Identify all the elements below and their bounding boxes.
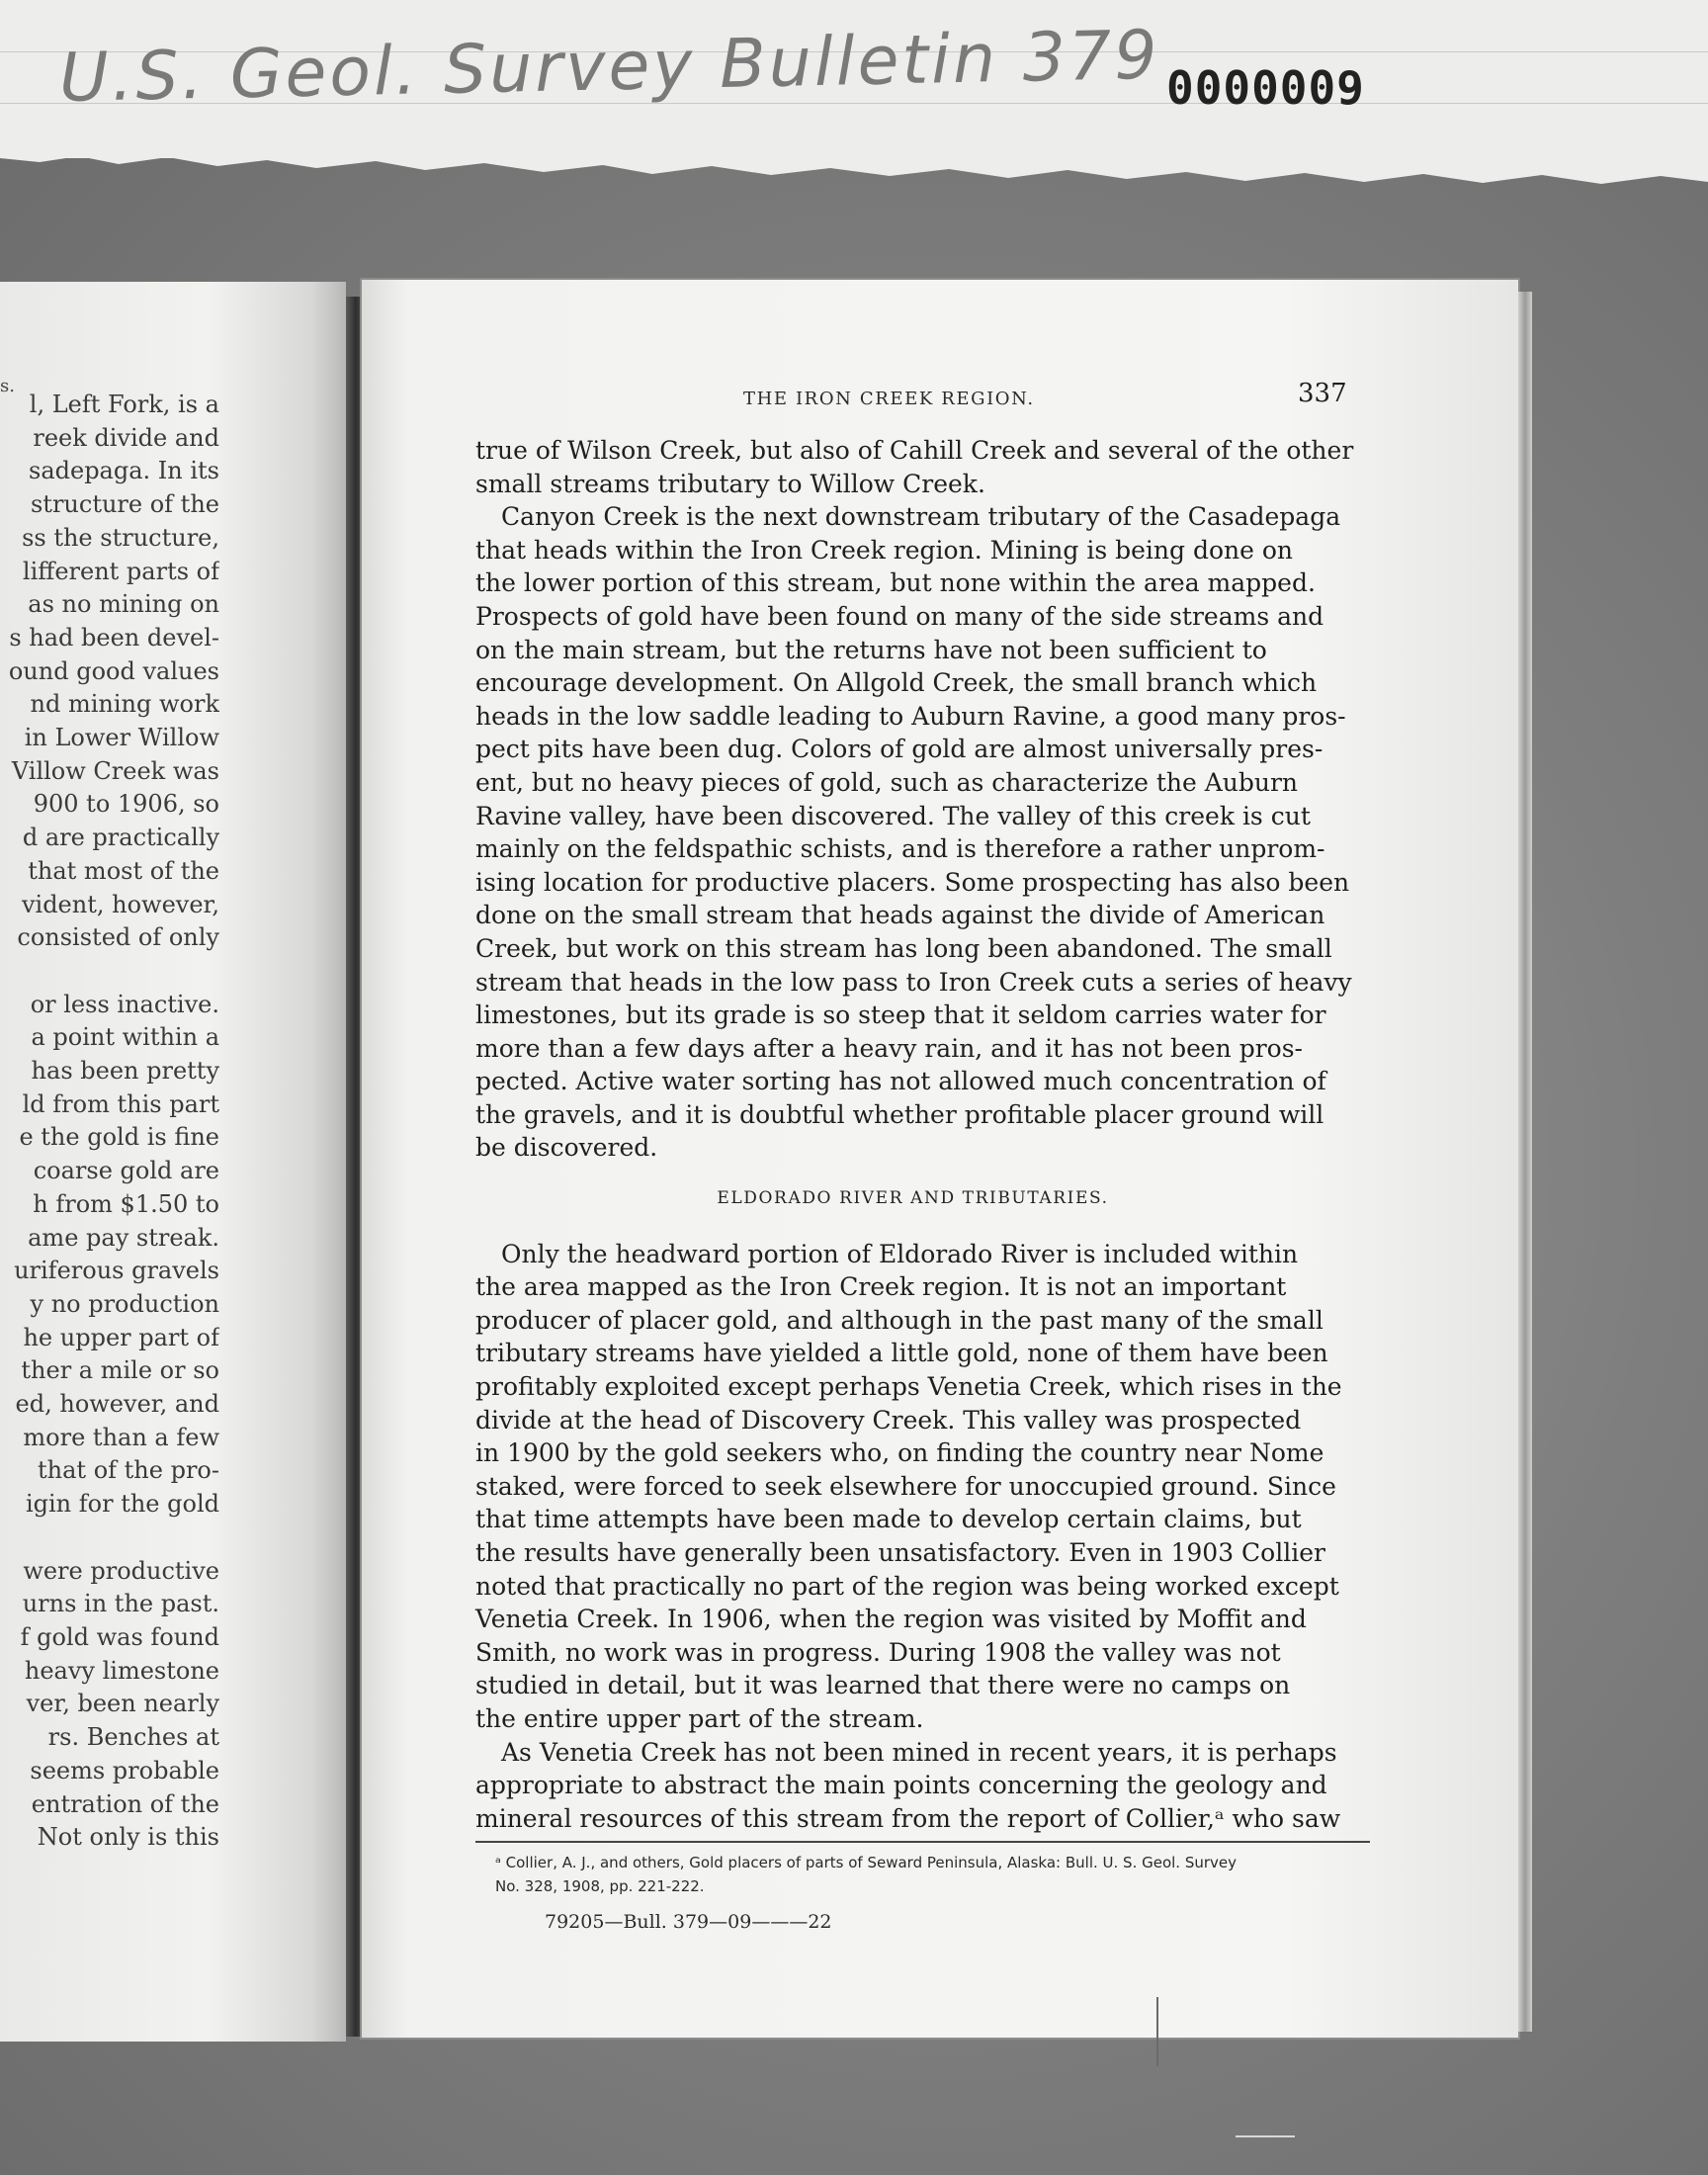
- text-line: done on the small stream that heads against the divide of American: [475, 901, 1325, 930]
- left-page-line: as no mining on: [28, 590, 219, 619]
- scan-mark: [1156, 1997, 1158, 2066]
- left-page-line: Villow Creek was: [11, 756, 219, 785]
- text-line: limestones, but its grade is so steep that it seldom carries water for: [475, 1000, 1326, 1030]
- left-page-line: y no production: [30, 1289, 219, 1318]
- text-line: small streams tributary to Willow Creek.: [475, 469, 985, 498]
- left-page-text: [0, 389, 219, 1855]
- text-line: producer of placer gold, and although in the past many of the small: [475, 1305, 1324, 1335]
- text-line: the entire upper part of the stream.: [475, 1703, 924, 1733]
- text-line: be discovered.: [475, 1133, 658, 1163]
- left-page-line: were productive: [23, 1556, 219, 1585]
- text-line: Canyon Creek is the next downstream tributary of the Casadepaga: [501, 502, 1341, 532]
- paragraph: [475, 434, 1354, 500]
- document-page: [362, 280, 1518, 2038]
- footnote-line: No. 328, 1908, pp. 221-222.: [495, 1877, 705, 1896]
- paragraph: [475, 1736, 1350, 1836]
- text-line: As Venetia Creek has not been mined in recent years, it is perhaps: [501, 1737, 1337, 1767]
- text-line: mainly on the feldspathic schists, and is therefore a rather unprom-: [475, 834, 1325, 864]
- footnote-rule: [475, 1841, 1370, 1843]
- text-line: the area mapped as the Iron Creek region. It is not an important: [475, 1272, 1287, 1302]
- left-page-line: ther a mile or so: [21, 1356, 219, 1385]
- left-page-line: ld from this part: [22, 1089, 219, 1118]
- left-page-line: [0, 1522, 219, 1555]
- left-page-line: reek divide and: [33, 423, 219, 452]
- left-page-line: igin for the gold: [25, 1490, 219, 1519]
- left-page-line: 900 to 1906, so: [33, 790, 219, 819]
- left-page-line: ame pay streak.: [28, 1223, 219, 1252]
- text-line: noted that practically no part of the region was being worked except: [475, 1571, 1339, 1601]
- text-line: that time attempts have been made to develop certain claims, but: [475, 1505, 1302, 1534]
- text-line: on the main stream, but the returns have not been sufficient to: [475, 635, 1267, 664]
- left-page-line: [0, 955, 219, 989]
- text-line: that heads within the Iron Creek region. Mining is being done on: [475, 535, 1293, 565]
- left-page-line: more than a few: [23, 1423, 219, 1451]
- left-page-line: l, Left Fork, is a: [29, 391, 219, 418]
- text-line: Only the headward portion of Eldorado River is included within: [501, 1239, 1299, 1268]
- text-line: Smith, no work was in progress. During 1908 the valley was not: [475, 1637, 1281, 1667]
- left-page-line: lifferent parts of: [22, 557, 219, 585]
- text-line: heads in the low saddle leading to Auburn Ravine, a good many pros-: [475, 701, 1346, 731]
- left-page-line: seems probable: [30, 1756, 219, 1784]
- left-page-line: sadepaga. In its: [29, 457, 219, 485]
- left-page-line: has been pretty: [31, 1057, 219, 1086]
- handwritten-label: U.S. Geol. Survey Bulletin 379: [58, 16, 1161, 118]
- left-page-header-fragment: s.: [0, 376, 15, 396]
- left-page-line: ed, however, and: [15, 1390, 219, 1419]
- left-page-line: e the gold is fine: [19, 1123, 219, 1152]
- text-line: the lower portion of this stream, but none within the area mapped.: [475, 568, 1316, 598]
- text-line: the gravels, and it is doubtful whether profitable placer ground will: [475, 1099, 1324, 1129]
- top-paper-strip: [0, 0, 1708, 168]
- left-page-line: consisted of only: [17, 923, 219, 952]
- text-line: pect pits have been dug. Colors of gold are almost universally pres-: [475, 735, 1324, 764]
- left-page-line: heavy limestone: [24, 1656, 219, 1685]
- left-page-line: h from $1.50 to: [33, 1189, 219, 1218]
- paragraph: [475, 1238, 1350, 1736]
- left-page-line: in Lower Willow: [24, 724, 219, 752]
- left-page-line: Not only is this: [37, 1823, 219, 1852]
- page-number: 337: [1298, 379, 1347, 408]
- text-line: ent, but no heavy pieces of gold, such as characterize the Auburn: [475, 767, 1299, 797]
- text-line: Creek, but work on this stream has long been abandoned. The small: [475, 933, 1332, 963]
- left-page-line: coarse gold are: [33, 1157, 219, 1185]
- left-page-line: urns in the past.: [22, 1590, 219, 1618]
- text-line: mineral resources of this stream from the report of Collier,ᵃ who saw: [475, 1803, 1341, 1833]
- print-code: 79205—Bull. 379—09———22: [545, 1911, 832, 1934]
- text-line: Venetia Creek. In 1906, when the region was visited by Moffit and: [475, 1605, 1307, 1634]
- text-line: in 1900 by the gold seekers who, on finding the country near Nome: [475, 1438, 1324, 1468]
- torn-edge: [0, 148, 1708, 208]
- left-facing-page: [0, 282, 346, 2042]
- running-head: THE IRON CREEK REGION.: [743, 389, 1035, 409]
- left-page-line: rs. Benches at: [47, 1723, 219, 1752]
- left-page-line: that of the pro-: [38, 1456, 219, 1485]
- text-line: divide at the head of Discovery Creek. This valley was prospected: [475, 1405, 1302, 1435]
- left-page-line: f gold was found: [20, 1622, 219, 1651]
- left-page-line: vident, however,: [21, 890, 219, 918]
- left-page-line: uriferous gravels: [14, 1257, 219, 1285]
- text-line: ising location for productive placers. Some prospecting has also been: [475, 867, 1350, 897]
- text-line: stream that heads in the low pass to Iron Creek cuts a series of heavy: [475, 967, 1352, 997]
- text-line: more than a few days after a heavy rain, and it has not been pros-: [475, 1033, 1303, 1063]
- text-line: studied in detail, but it was learned that there were no camps on: [475, 1671, 1291, 1700]
- text-line: profitably exploited except perhaps Venetia Creek, which rises in the: [475, 1372, 1342, 1402]
- text-line: encourage development. On Allgold Creek, the small branch which: [475, 668, 1318, 698]
- page-body: [475, 434, 1354, 1940]
- text-line: appropriate to abstract the main points concerning the geology and: [475, 1771, 1327, 1800]
- left-page-line: s had been devel-: [9, 623, 219, 652]
- stamp-number: 0000009: [1166, 61, 1365, 115]
- left-page-line: structure of the: [30, 490, 219, 519]
- left-page-line: ound good values: [8, 656, 219, 685]
- left-page-line: or less inactive.: [30, 990, 219, 1018]
- section-heading: ELDORADO RIVER AND TRIBUTARIES.: [717, 1188, 1109, 1209]
- footnote-line: ᵃ Collier, A. J., and others, Gold placers of parts of Seward Peninsula, Alaska: Bull. U. S. Geol. Survey: [495, 1854, 1238, 1872]
- left-page-line: a point within a: [31, 1023, 219, 1052]
- left-page-line: d are practically: [22, 824, 219, 852]
- text-line: the results have generally been unsatisfactory. Even in 1903 Collier: [475, 1538, 1325, 1567]
- left-page-line: he upper part of: [23, 1323, 219, 1351]
- scan-mark: [1236, 2135, 1295, 2137]
- left-page-line: that most of the: [28, 856, 219, 885]
- text-line: Ravine valley, have been discovered. The valley of this creek is cut: [475, 801, 1311, 830]
- text-line: tributary streams have yielded a little gold, none of them have been: [475, 1339, 1328, 1368]
- left-page-line: ver, been nearly: [26, 1690, 219, 1718]
- text-line: staked, were forced to seek elsewhere for unoccupied ground. Since: [475, 1471, 1336, 1501]
- footnote: [475, 1851, 1350, 1898]
- left-page-line: nd mining work: [30, 690, 219, 719]
- left-page-line: entration of the: [31, 1789, 219, 1818]
- left-page-line: ss the structure,: [22, 523, 219, 552]
- text-line: Prospects of gold have been found on many of the side streams and: [475, 601, 1324, 631]
- text-line: true of Wilson Creek, but also of Cahill Creek and several of the other: [475, 436, 1354, 465]
- paragraph: [475, 500, 1350, 1165]
- page-edge: [1518, 292, 1532, 2032]
- text-line: pected. Active water sorting has not allowed much concentration of: [475, 1067, 1326, 1096]
